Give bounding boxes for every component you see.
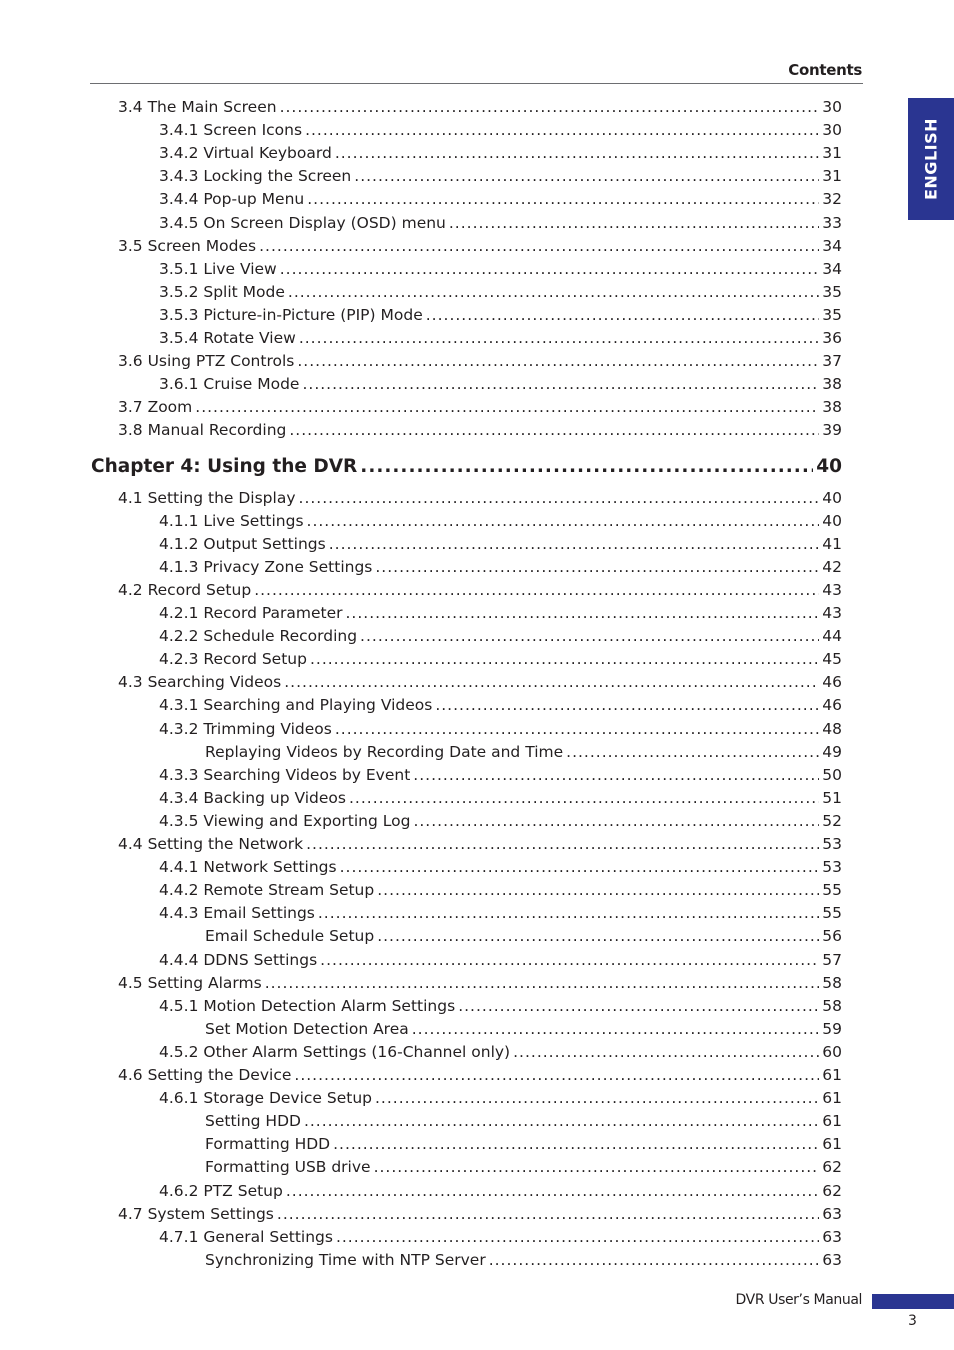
toc-entry[interactable]: [118, 579, 842, 601]
toc-entry-title: 3.7 Zoom: [118, 398, 193, 417]
toc-page-number: 35: [822, 282, 842, 301]
toc-dot-leader: [280, 96, 820, 118]
toc-entry[interactable]: [159, 327, 842, 349]
toc-dot-leader: [288, 281, 819, 303]
toc-entry[interactable]: [159, 879, 842, 901]
toc-entry-title: 4.4 Setting the Network: [118, 835, 304, 853]
toc-page-number: 30: [822, 121, 842, 140]
toc-entry-title: 4.2.3 Record Setup: [159, 650, 307, 669]
toc-entry-title: 4.6 Setting the Device: [118, 1066, 292, 1084]
toc-page-number: 58: [822, 973, 842, 992]
toc-entry-title: 3.6 Using PTZ Controls: [118, 352, 295, 371]
toc-entry[interactable]: [159, 119, 842, 141]
toc-page-number: 53: [822, 835, 842, 853]
toc-page-number: 40: [822, 511, 842, 530]
toc-dot-leader: [318, 902, 819, 924]
toc-dot-leader: [413, 764, 819, 786]
toc-entry[interactable]: [205, 1156, 842, 1178]
toc-entry[interactable]: [159, 902, 842, 924]
toc-entry[interactable]: [159, 533, 842, 555]
toc-dot-leader: [306, 833, 819, 855]
toc-entry[interactable]: [159, 764, 842, 786]
toc-entry[interactable]: [118, 419, 842, 441]
toc-entry[interactable]: [159, 648, 842, 670]
toc-entry-title: 4.1.1 Live Settings: [159, 511, 304, 530]
toc-dot-leader: [360, 625, 819, 647]
toc-entry[interactable]: [118, 671, 842, 693]
toc-chapter-entry[interactable]: [91, 454, 842, 480]
toc-entry-title: Set Motion Detection Area: [205, 1019, 409, 1038]
toc-entry-title: 3.6.1 Cruise Mode: [159, 375, 300, 394]
toc-page-number: 55: [822, 881, 842, 900]
toc-dot-leader: [297, 350, 819, 372]
toc-page-number: 63: [822, 1227, 842, 1246]
toc-entry[interactable]: [159, 556, 842, 578]
toc-entry-title: 3.4.3 Locking the Screen: [159, 167, 352, 186]
toc-page-number: 41: [822, 534, 842, 553]
toc-page-number: 48: [822, 719, 842, 738]
toc-dot-leader: [513, 1041, 819, 1063]
toc-page-number: 61: [822, 1112, 842, 1131]
toc-entry[interactable]: [205, 741, 842, 763]
toc-page-number: 46: [822, 673, 842, 692]
toc-entry[interactable]: [118, 350, 842, 372]
toc-dot-leader: [413, 810, 819, 832]
toc-page-number: 42: [822, 557, 842, 576]
toc-page-number: 46: [822, 696, 842, 715]
language-tab-label: ENGLISH: [921, 117, 941, 201]
toc-dot-leader: [299, 487, 820, 509]
toc-page-number: 39: [822, 421, 842, 440]
toc-dot-leader: [354, 165, 819, 187]
toc-entry[interactable]: [118, 833, 842, 855]
toc-dot-leader: [360, 454, 813, 480]
toc-entry-title: 3.8 Manual Recording: [118, 421, 287, 440]
toc-page-number: 43: [822, 580, 842, 599]
toc-entry[interactable]: [159, 718, 842, 740]
toc-entry-title: 4.5 Setting Alarms: [118, 973, 262, 992]
toc-dot-leader: [458, 995, 819, 1017]
toc-page-number: 38: [822, 375, 842, 394]
toc-page-number: 63: [822, 1204, 842, 1223]
toc-entry-title: Email Schedule Setup: [205, 927, 375, 946]
toc-entry-title: Chapter 4: Using the DVR: [91, 455, 358, 477]
toc-dot-leader: [284, 671, 819, 693]
toc-dot-leader: [302, 373, 819, 395]
toc-dot-leader: [333, 1133, 819, 1155]
toc-page-number: 53: [822, 858, 842, 877]
toc-dot-leader: [310, 648, 819, 670]
toc-entry-title: 4.2.2 Schedule Recording: [159, 627, 358, 646]
toc-entry-title: 3.4 The Main Screen: [118, 98, 277, 116]
toc-dot-leader: [277, 1203, 819, 1225]
toc-page-number: 38: [822, 398, 842, 417]
toc-page-number: 30: [822, 98, 842, 116]
toc-page-number: 56: [822, 927, 842, 946]
toc-entry-title: 3.4.5 On Screen Display (OSD) menu: [159, 213, 446, 232]
toc-entry[interactable]: [159, 694, 842, 716]
toc-dot-leader: [346, 602, 820, 624]
toc-dot-leader: [375, 1087, 819, 1109]
toc-page-number: 44: [822, 627, 842, 646]
toc-page-number: 43: [822, 604, 842, 622]
toc-entry-title: 3.5.3 Picture-in-Picture (PIP) Mode: [159, 305, 423, 324]
toc-page-number: 40: [816, 455, 842, 477]
toc-entry[interactable]: [205, 1018, 842, 1040]
toc-dot-leader: [289, 419, 819, 441]
toc-entry[interactable]: [205, 1249, 842, 1271]
toc-entry-title: 4.7.1 General Settings: [159, 1227, 333, 1246]
toc-entry-title: 4.3.2 Trimming Videos: [159, 719, 332, 738]
toc-entry-title: 4.5.2 Other Alarm Settings (16-Channel only): [159, 1042, 511, 1061]
toc-dot-leader: [435, 694, 819, 716]
toc-page-number: 51: [822, 788, 842, 807]
toc-entry-title: 4.2 Record Setup: [118, 580, 252, 599]
toc-entry-title: 3.4.4 Pop-up Menu: [159, 190, 305, 209]
toc-dot-leader: [566, 741, 819, 763]
toc-entry-title: 4.5.1 Motion Detection Alarm Settings: [159, 996, 456, 1015]
toc-entry[interactable]: [205, 1110, 842, 1132]
toc-entry[interactable]: [159, 188, 842, 210]
toc-entry-title: 4.3.4 Backing up Videos: [159, 788, 346, 807]
toc-page-number: 37: [822, 352, 842, 371]
toc-dot-leader: [305, 119, 819, 141]
toc-page-number: 63: [822, 1250, 842, 1269]
toc-entry-title: 4.1.2 Output Settings: [159, 534, 326, 553]
toc-dot-leader: [286, 1180, 819, 1202]
toc-entry-title: Formatting USB drive: [205, 1158, 371, 1177]
toc-page-number: 59: [822, 1019, 842, 1038]
toc-entry-title: 3.4.2 Virtual Keyboard: [159, 144, 332, 163]
toc-entry-title: Replaying Videos by Recording Date and Time: [205, 742, 564, 761]
toc-dot-leader: [280, 258, 820, 280]
toc-entry[interactable]: [159, 258, 842, 280]
toc-entry[interactable]: [118, 972, 842, 994]
toc-entry-title: 4.4.2 Remote Stream Setup: [159, 881, 375, 900]
toc-entry[interactable]: [159, 995, 842, 1017]
toc-page-number: 40: [822, 488, 842, 507]
toc-page-number: 62: [822, 1181, 842, 1200]
toc-entry-title: 3.5.4 Rotate View: [159, 329, 296, 347]
toc-page-number: 34: [822, 259, 842, 278]
toc-entry[interactable]: [118, 487, 842, 509]
toc-dot-leader: [412, 1018, 820, 1040]
toc-page-number: 35: [822, 305, 842, 324]
toc-dot-leader: [340, 856, 820, 878]
toc-entry-title: 4.4.4 DDNS Settings: [159, 950, 318, 969]
toc-page-number: 31: [822, 167, 842, 186]
toc-dot-leader: [299, 327, 819, 349]
toc-entry-title: 4.6.1 Storage Device Setup: [159, 1089, 372, 1108]
toc-dot-leader: [377, 925, 819, 947]
toc-entry[interactable]: [159, 856, 842, 878]
toc-page-number: 61: [822, 1089, 842, 1108]
toc-entry[interactable]: [118, 396, 842, 418]
toc-page-number: 45: [822, 650, 842, 669]
toc-dot-leader: [374, 1156, 820, 1178]
toc-entry-title: Setting HDD: [205, 1112, 301, 1131]
toc-entry[interactable]: [159, 281, 842, 303]
toc-entry-title: 4.3.1 Searching and Playing Videos: [159, 696, 433, 715]
header-rule: [90, 83, 863, 84]
toc-entry[interactable]: [159, 1087, 842, 1109]
toc-entry[interactable]: [159, 373, 842, 395]
footer-bar: [872, 1294, 954, 1309]
toc-dot-leader: [307, 188, 819, 210]
toc-dot-leader: [195, 396, 819, 418]
toc-entry[interactable]: [118, 96, 842, 118]
toc-entry-title: 4.3.5 Viewing and Exporting Log: [159, 811, 411, 830]
toc-dot-leader: [375, 556, 819, 578]
toc-page-number: 61: [822, 1066, 842, 1084]
toc-dot-leader: [329, 533, 820, 555]
toc-entry-title: Synchronizing Time with NTP Server: [205, 1250, 486, 1269]
toc-entry[interactable]: [159, 165, 842, 187]
toc-entry-title: 4.3.3 Searching Videos by Event: [159, 765, 411, 784]
toc-entry[interactable]: [159, 212, 842, 234]
toc-entry-title: 3.5.1 Live View: [159, 259, 277, 278]
toc-dot-leader: [304, 1110, 819, 1132]
toc-entry-title: 4.7 System Settings: [118, 1204, 274, 1223]
toc-entry[interactable]: [159, 510, 842, 532]
toc-entry-title: 4.3 Searching Videos: [118, 673, 282, 692]
toc-entry[interactable]: [159, 949, 842, 971]
toc-entry-title: 3.4.1 Screen Icons: [159, 121, 303, 140]
toc-page-number: 55: [822, 904, 842, 923]
toc-entry[interactable]: [159, 1180, 842, 1202]
toc-dot-leader: [254, 579, 819, 601]
toc-entry[interactable]: [159, 787, 842, 809]
toc-entry-title: Formatting HDD: [205, 1135, 331, 1154]
toc-page-number: 31: [822, 144, 842, 163]
toc-dot-leader: [335, 142, 819, 164]
toc-dot-leader: [265, 972, 820, 994]
toc-entry[interactable]: [159, 1041, 842, 1063]
toc-entry[interactable]: [159, 810, 842, 832]
toc-entry[interactable]: [159, 1226, 842, 1248]
toc-page-number: 57: [822, 950, 842, 969]
header-title: Contents: [788, 61, 862, 79]
toc-dot-leader: [294, 1064, 819, 1086]
language-tab: [908, 98, 954, 220]
toc-page-number: 33: [822, 213, 842, 232]
toc-dot-leader: [307, 510, 820, 532]
toc-entry[interactable]: [159, 142, 842, 164]
toc-entry[interactable]: [159, 625, 842, 647]
toc-dot-leader: [349, 787, 819, 809]
toc-dot-leader: [259, 235, 819, 257]
toc-dot-leader: [377, 879, 819, 901]
toc-entry-title: 4.6.2 PTZ Setup: [159, 1181, 283, 1200]
toc-entry-title: 4.4.1 Network Settings: [159, 858, 337, 877]
toc-entry[interactable]: [205, 1133, 842, 1155]
toc-page-number: 36: [822, 329, 842, 347]
toc-dot-leader: [336, 1226, 819, 1248]
page-number: 3: [908, 1313, 917, 1329]
toc-page-number: 58: [822, 996, 842, 1015]
toc-entry[interactable]: [118, 235, 842, 257]
toc-page-number: 49: [822, 742, 842, 761]
toc-entry-title: 3.5 Screen Modes: [118, 236, 257, 255]
toc-dot-leader: [426, 304, 820, 326]
toc-page-number: 61: [822, 1135, 842, 1154]
footer-title: DVR User’s Manual: [735, 1292, 862, 1308]
toc-entry-title: 4.1.3 Privacy Zone Settings: [159, 557, 373, 576]
toc-dot-leader: [449, 212, 819, 234]
toc-entry-title: 3.5.2 Split Mode: [159, 282, 285, 301]
toc-entry[interactable]: [159, 304, 842, 326]
toc-page-number: 60: [822, 1042, 842, 1061]
toc-entry-title: 4.2.1 Record Parameter: [159, 604, 343, 622]
toc-page-number: 52: [822, 811, 842, 830]
toc-entry[interactable]: [118, 1203, 842, 1225]
toc-entry[interactable]: [159, 602, 842, 624]
toc-entry[interactable]: [118, 1064, 842, 1086]
toc-dot-leader: [489, 1249, 820, 1271]
toc-dot-leader: [335, 718, 819, 740]
toc-entry[interactable]: [205, 925, 842, 947]
toc-page-number: 50: [822, 765, 842, 784]
toc-dot-leader: [320, 949, 819, 971]
toc-page-number: 34: [822, 236, 842, 255]
toc-page-number: 62: [822, 1158, 842, 1177]
toc-entry-title: 4.4.3 Email Settings: [159, 904, 315, 923]
toc-page-number: 32: [822, 190, 842, 209]
toc-entry-title: 4.1 Setting the Display: [118, 488, 296, 507]
